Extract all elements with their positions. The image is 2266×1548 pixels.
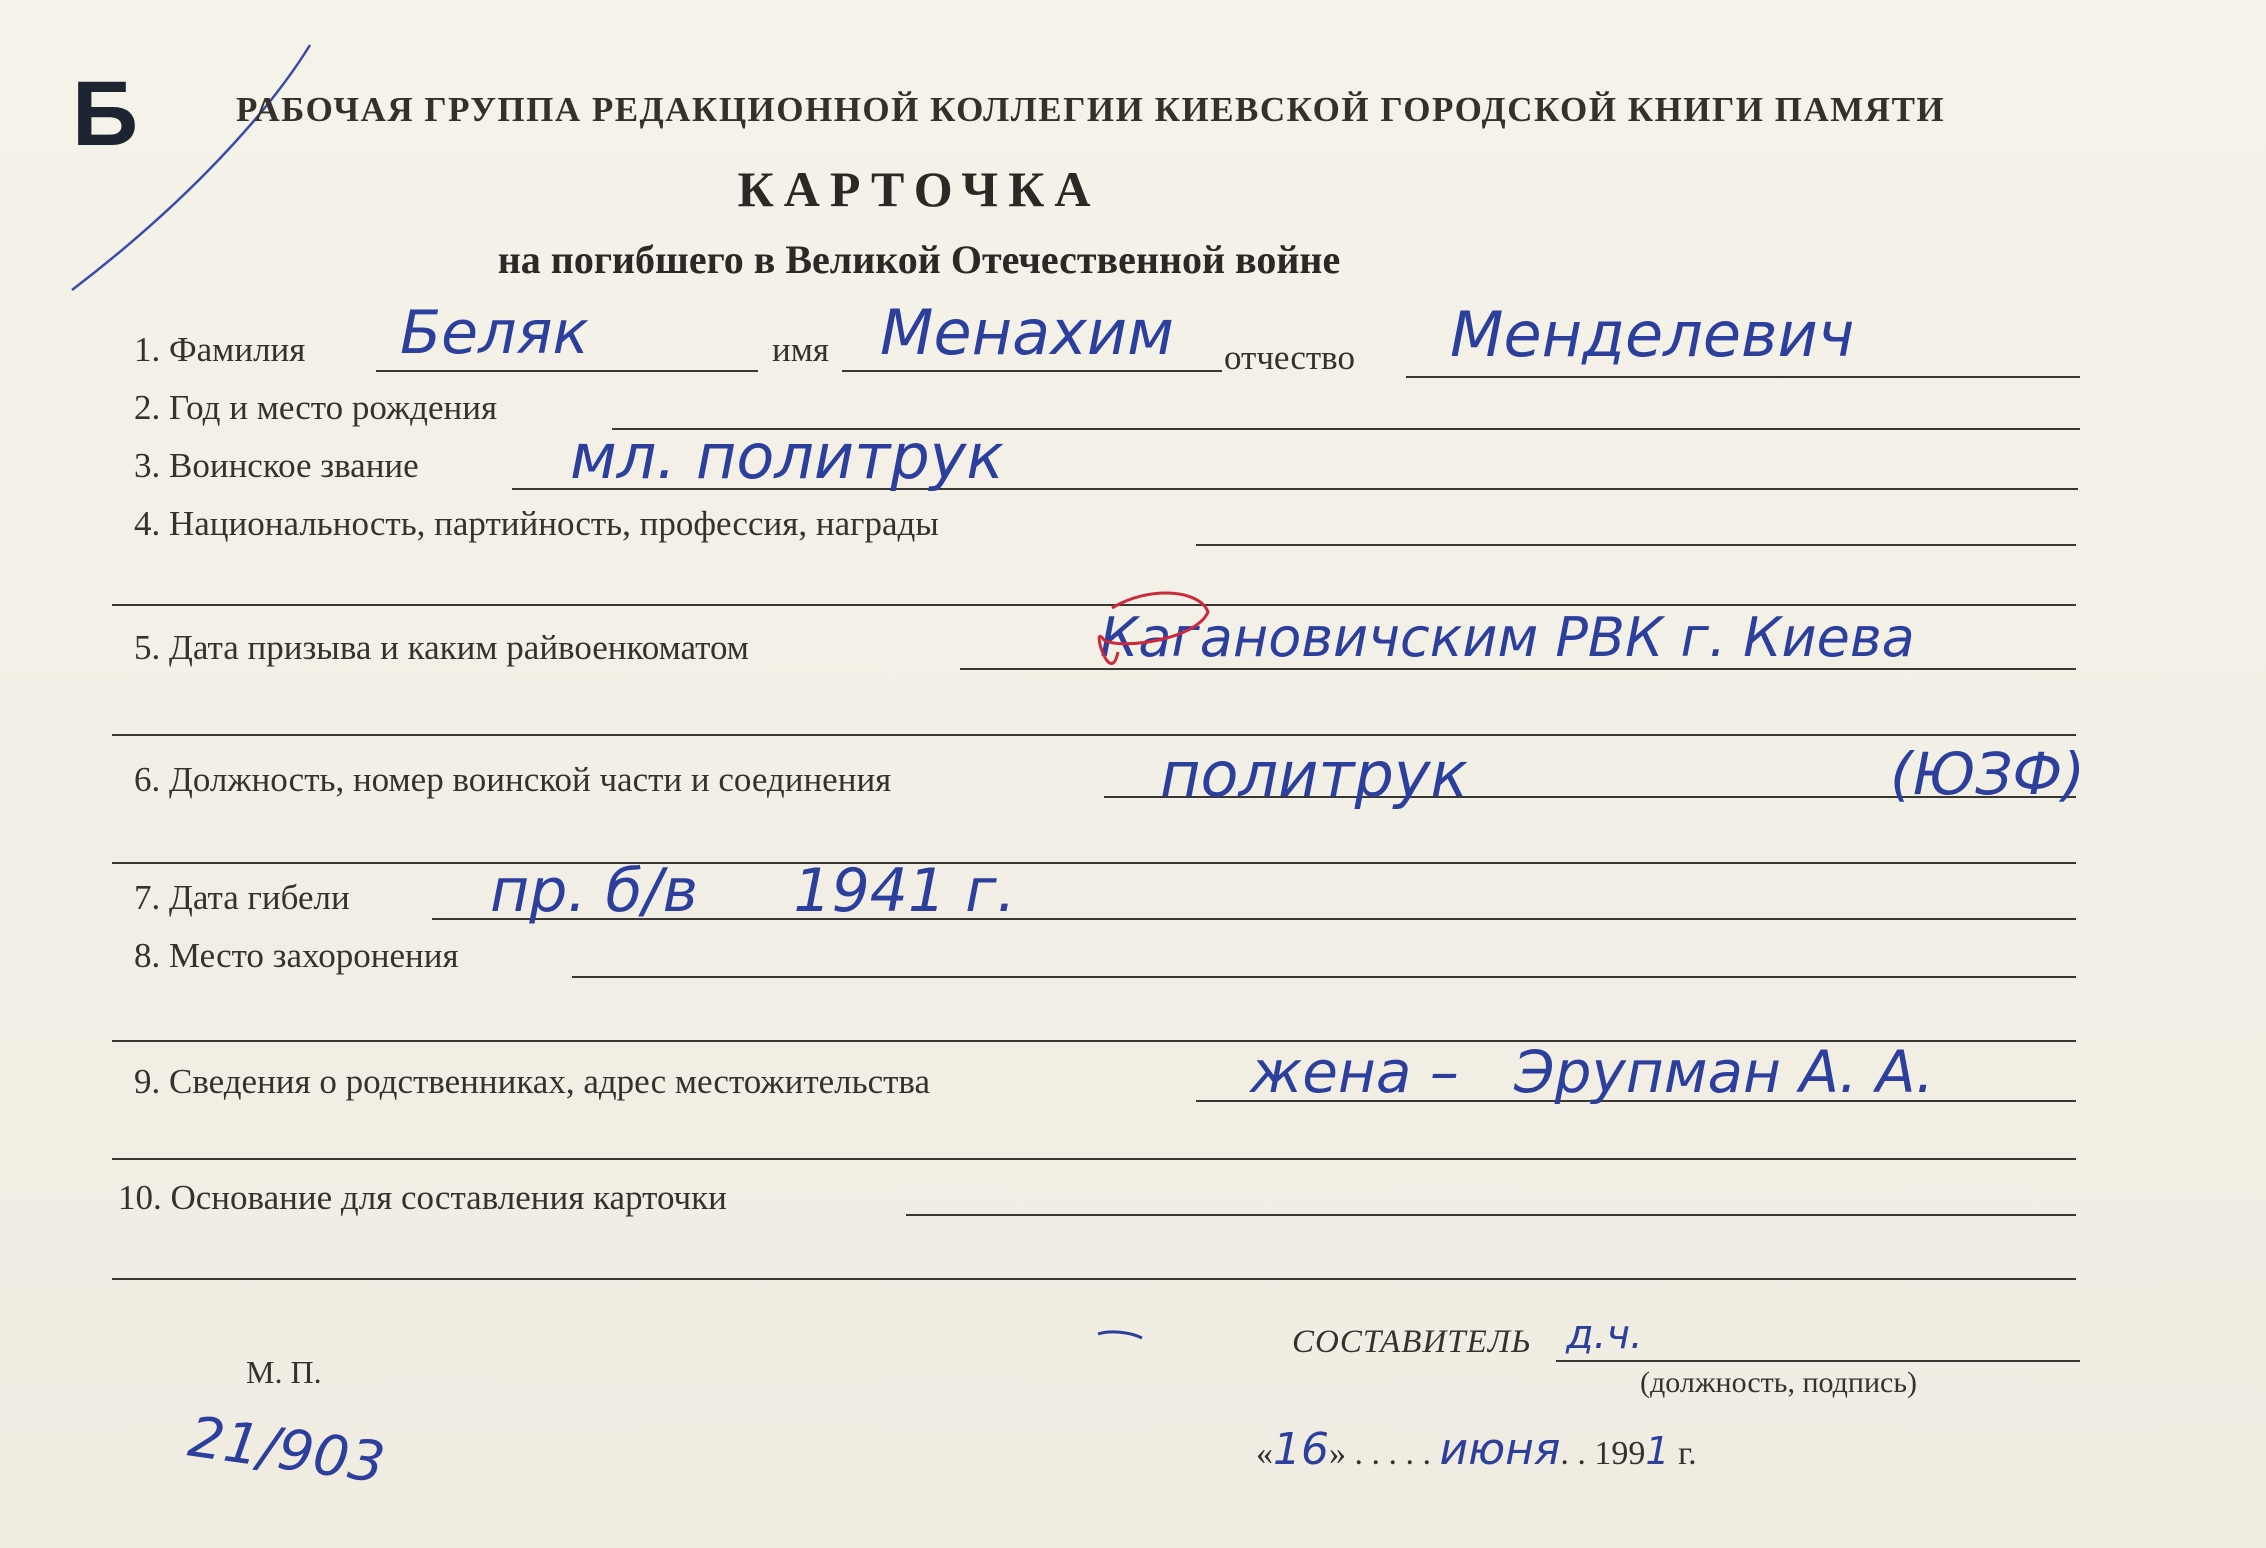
name-value: Менахим (880, 296, 1174, 369)
position-label: 6. Должность, номер воинской части и соединения (134, 760, 892, 799)
stamp-letter: Б (72, 63, 139, 165)
archive-number: 21/903 (184, 1404, 389, 1497)
birth-label: 2. Год и место рождения (134, 388, 498, 427)
patronymic-label: отчество (1224, 338, 1355, 377)
position-unit: (ЮЗФ) (1890, 740, 2085, 808)
draft-line-2 (112, 734, 2076, 736)
relatives-value: жена – Эрупман А. А. (1250, 1038, 1935, 1106)
draft-label: 5. Дата призыва и каким райвоенкоматом (134, 628, 749, 667)
nationality-label: 4. Национальность, партийность, профессия, награды (134, 504, 939, 543)
relatives-line-2 (112, 1158, 2076, 1160)
seal-placeholder-mp: М. П. (246, 1354, 322, 1390)
draft-value: Кагановичским РВК г. Киева (1100, 606, 1915, 669)
date-month: июня (1439, 1424, 1561, 1475)
relatives-label: 9. Сведения о родственниках, адрес местожительства (134, 1062, 931, 1101)
date-year-prefix: . . 199 (1560, 1435, 1646, 1472)
position-line-2 (112, 862, 2076, 864)
date-suffix: г. (1678, 1435, 1697, 1472)
header-organization: РАБОЧАЯ ГРУППА РЕДАКЦИОННОЙ КОЛЛЕГИИ КИЕВСКОЙ ГОРОДСКОЙ КНИГИ ПАМЯТИ (236, 90, 1946, 129)
basis-label: 10. Основание для составления карточки (118, 1178, 727, 1217)
rank-value: мл. политрук (570, 420, 1004, 493)
surname-label: 1. Фамилия (134, 330, 306, 369)
rank-label: 3. Воинское звание (134, 446, 419, 485)
death-label: 7. Дата гибели (134, 878, 350, 917)
compiler-label: СОСТАВИТЕЛЬ (1292, 1324, 1532, 1360)
compiler-hint: (должность, подпись) (1640, 1366, 1918, 1399)
position-value: политрук (1160, 738, 1469, 811)
date-mid: » . . . . . (1329, 1435, 1431, 1472)
death-value: пр. б/в 1941 г. (490, 856, 1016, 926)
date-day: 16 (1273, 1424, 1329, 1475)
patronymic-value: Менделевич (1450, 298, 1855, 371)
compiler-signature: д.ч. (1566, 1312, 1643, 1358)
basis-line-2 (112, 1278, 2076, 1280)
burial-line (572, 976, 2076, 978)
card-subtitle: на погибшего в Великой Отечественной войне (497, 237, 1341, 282)
surname-value: Беляк (400, 298, 589, 368)
date-year-digit: 1 (1645, 1429, 1670, 1473)
basis-line (906, 1214, 2076, 1216)
date-line (1256, 1424, 1697, 1475)
card-title: КАРТОЧКА (737, 161, 1101, 217)
compiler-line (1556, 1360, 2080, 1362)
name-label: имя (772, 330, 829, 369)
date-open-quote: « (1256, 1435, 1273, 1472)
burial-label: 8. Место захоронения (134, 936, 459, 975)
